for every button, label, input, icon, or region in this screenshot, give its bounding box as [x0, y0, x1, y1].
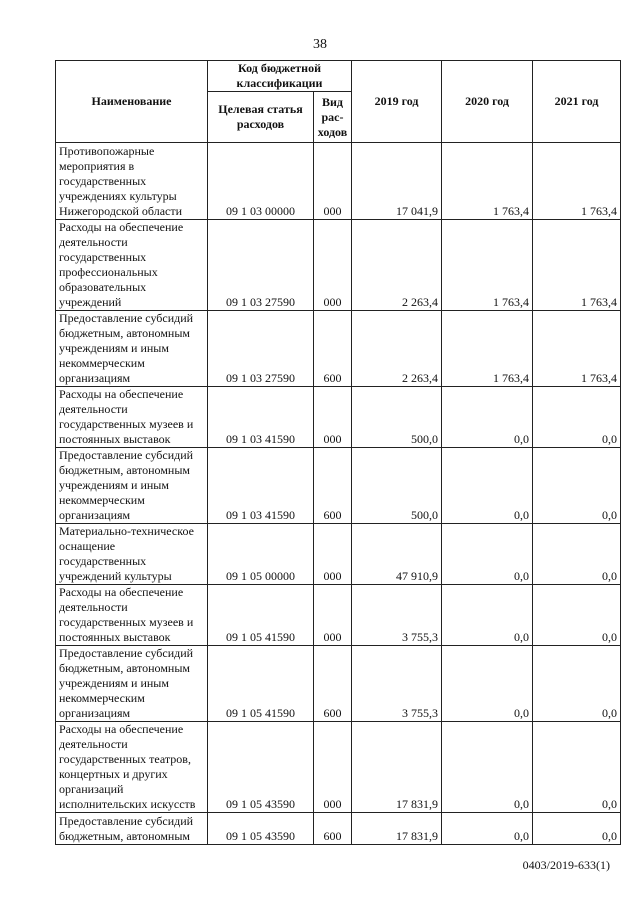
header-2019: 2019 год: [352, 61, 442, 143]
row-target-code-cell: 09 1 05 43590: [208, 722, 314, 813]
header-target-article: Целевая статья расходов: [208, 92, 314, 143]
row-target-code-cell: 09 1 05 00000: [208, 524, 314, 585]
header-2020: 2020 год: [442, 61, 533, 143]
row-2019-value-cell: 17 041,9: [352, 143, 442, 220]
row-expense-type-cell: 000: [314, 143, 352, 220]
row-2020-value-cell: 1 763,4: [442, 220, 533, 311]
row-2021-value-cell: 0,0: [533, 524, 621, 585]
row-name-cell: Расходы на обеспечение деятельности государственных театров, концертных и других организаций исполнительских искусств: [56, 722, 208, 813]
table-row: [56, 143, 621, 220]
row-2021-value-cell: 0,0: [533, 448, 621, 524]
row-expense-type-cell: 000: [314, 585, 352, 646]
budget-table: [55, 60, 621, 845]
table-row: [56, 387, 621, 448]
row-target-code-cell: 09 1 05 41590: [208, 585, 314, 646]
row-name-cell: Материально-техническое оснащение государственных учреждений культуры: [56, 524, 208, 585]
row-2021-value-cell: 0,0: [533, 387, 621, 448]
table-row: [56, 220, 621, 311]
row-2020-value-cell: 1 763,4: [442, 311, 533, 387]
row-2020-value-cell: 0,0: [442, 524, 533, 585]
row-2020-value-cell: 0,0: [442, 646, 533, 722]
row-2019-value-cell: 2 263,4: [352, 311, 442, 387]
header-name: Наименование: [56, 61, 208, 143]
row-2021-value-cell: 1 763,4: [533, 143, 621, 220]
row-2020-value-cell: 0,0: [442, 813, 533, 845]
row-name-cell: Предоставление субсидий бюджетным, автономным учреждениям и иным некоммерческим организациям: [56, 646, 208, 722]
row-name-cell: Расходы на обеспечение деятельности государственных профессиональных образовательных учреждений: [56, 220, 208, 311]
row-2021-value-cell: 1 763,4: [533, 311, 621, 387]
row-expense-type-cell: 000: [314, 220, 352, 311]
row-2020-value-cell: 1 763,4: [442, 143, 533, 220]
row-2019-value-cell: 500,0: [352, 387, 442, 448]
table-row: [56, 585, 621, 646]
row-name-cell: Противопожарные мероприятия в государственных учреждениях культуры Нижегородской области: [56, 143, 208, 220]
row-2021-value-cell: 0,0: [533, 813, 621, 845]
table-row: [56, 722, 621, 813]
row-2020-value-cell: 0,0: [442, 387, 533, 448]
row-2019-value-cell: 17 831,9: [352, 722, 442, 813]
header-expense-type: Вид рас-ходов: [314, 92, 352, 143]
row-expense-type-cell: 000: [314, 524, 352, 585]
document-code: 0403/2019-633(1): [522, 858, 610, 872]
header-kbk: Код бюджетной классификации: [208, 61, 352, 92]
row-expense-type-cell: 600: [314, 646, 352, 722]
row-expense-type-cell: 000: [314, 387, 352, 448]
row-2021-value-cell: 0,0: [533, 646, 621, 722]
row-target-code-cell: 09 1 03 41590: [208, 387, 314, 448]
row-2019-value-cell: 47 910,9: [352, 524, 442, 585]
row-name-cell: Расходы на обеспечение деятельности государственных музеев и постоянных выставок: [56, 387, 208, 448]
table-row: [56, 524, 621, 585]
row-name-cell: Расходы на обеспечение деятельности государственных музеев и постоянных выставок: [56, 585, 208, 646]
row-2019-value-cell: 17 831,9: [352, 813, 442, 845]
row-2020-value-cell: 0,0: [442, 722, 533, 813]
row-2021-value-cell: 0,0: [533, 585, 621, 646]
row-2019-value-cell: 3 755,3: [352, 585, 442, 646]
row-target-code-cell: 09 1 05 41590: [208, 646, 314, 722]
row-expense-type-cell: 600: [314, 813, 352, 845]
row-target-code-cell: 09 1 03 27590: [208, 311, 314, 387]
row-name-cell: Предоставление субсидий бюджетным, автономным учреждениям и иным некоммерческим организациям: [56, 448, 208, 524]
row-2021-value-cell: 0,0: [533, 722, 621, 813]
row-2019-value-cell: 2 263,4: [352, 220, 442, 311]
row-name-cell: Предоставление субсидий бюджетным, автономным: [56, 813, 208, 845]
header-2021: 2021 год: [533, 61, 621, 143]
table-row: [56, 448, 621, 524]
page-number: 38: [313, 37, 327, 52]
row-2021-value-cell: 1 763,4: [533, 220, 621, 311]
row-expense-type-cell: 000: [314, 722, 352, 813]
row-target-code-cell: 09 1 03 41590: [208, 448, 314, 524]
row-name-cell: Предоставление субсидий бюджетным, автономным учреждениям и иным некоммерческим организациям: [56, 311, 208, 387]
row-expense-type-cell: 600: [314, 448, 352, 524]
row-target-code-cell: 09 1 03 00000: [208, 143, 314, 220]
row-2020-value-cell: 0,0: [442, 448, 533, 524]
row-expense-type-cell: 600: [314, 311, 352, 387]
row-2019-value-cell: 500,0: [352, 448, 442, 524]
table-row: [56, 311, 621, 387]
table-row: [56, 646, 621, 722]
row-2020-value-cell: 0,0: [442, 585, 533, 646]
table-row: [56, 813, 621, 845]
row-2019-value-cell: 3 755,3: [352, 646, 442, 722]
row-target-code-cell: 09 1 05 43590: [208, 813, 314, 845]
row-target-code-cell: 09 1 03 27590: [208, 220, 314, 311]
